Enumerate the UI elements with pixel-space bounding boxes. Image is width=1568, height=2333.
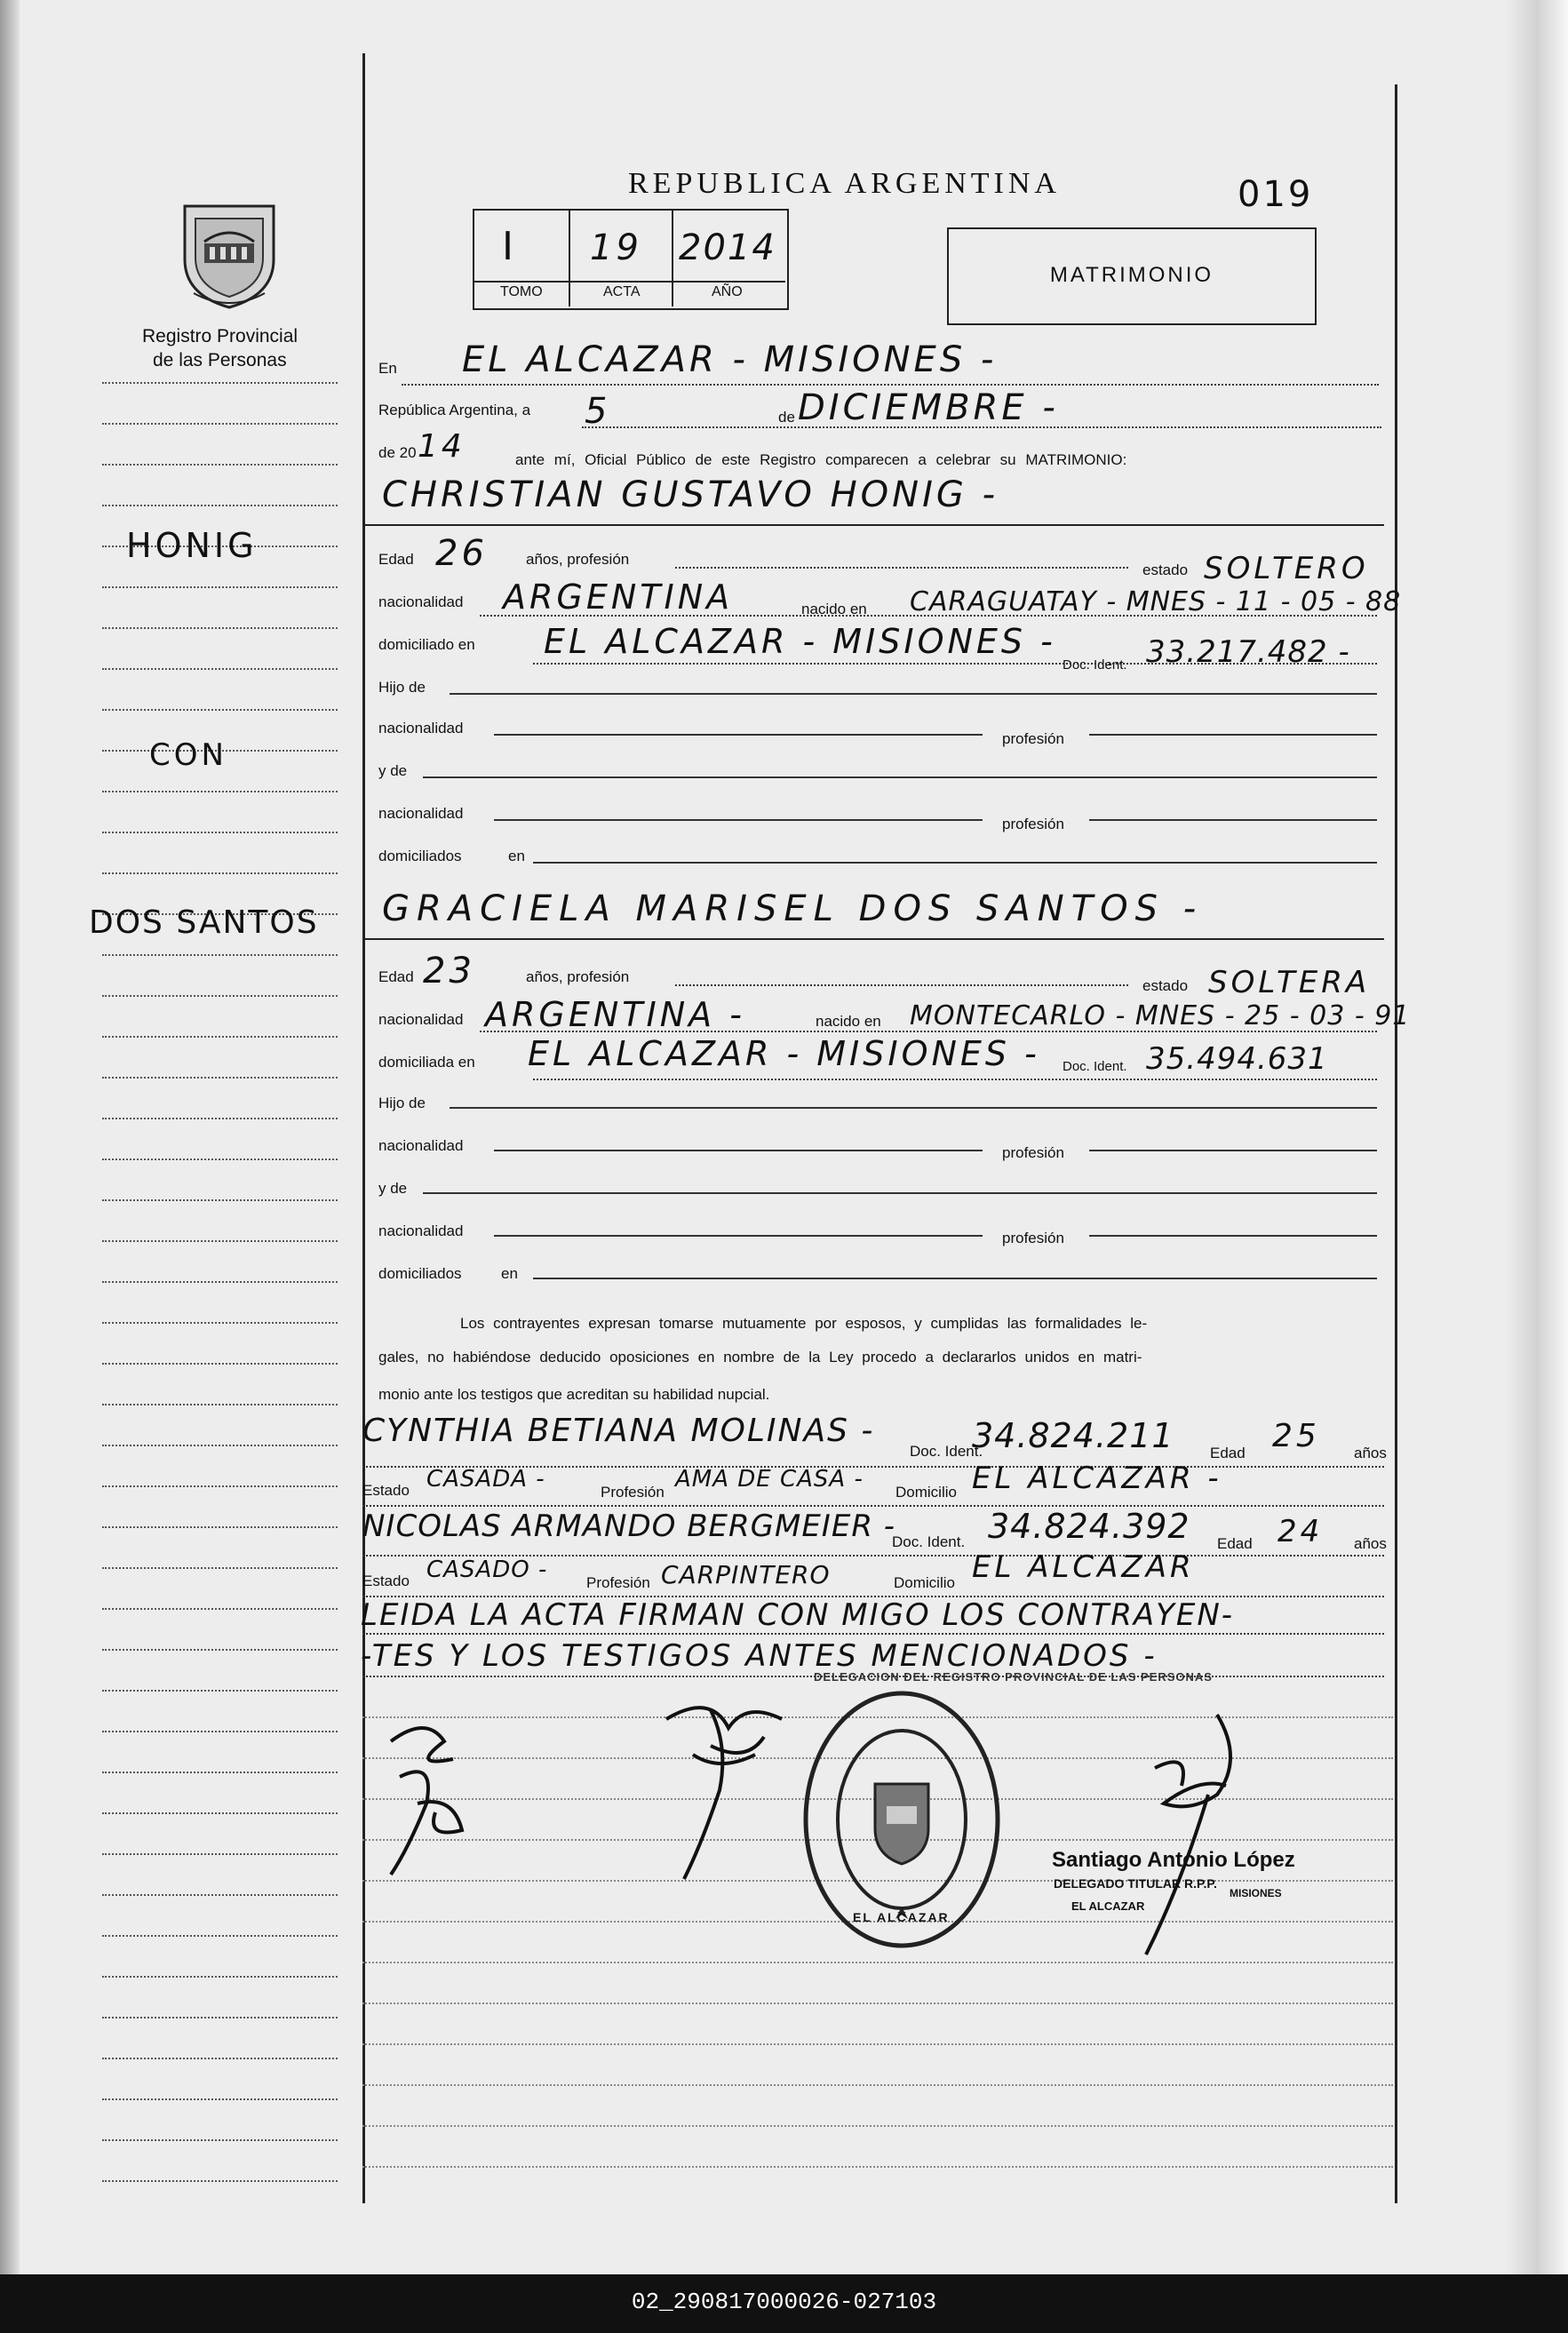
day-value: 5 bbox=[585, 391, 611, 432]
husband-nacionalidad-label: nacionalidad bbox=[378, 593, 464, 610]
husband-nacido-label: nacido en bbox=[801, 601, 867, 617]
witness1-domicilio: EL ALCAZAR - bbox=[972, 1461, 1222, 1496]
wife-edad-label: Edad bbox=[378, 968, 414, 985]
box-divider-1 bbox=[569, 211, 570, 307]
husband-profesion2-label: profesión bbox=[1002, 816, 1064, 832]
anio-value: 2014 bbox=[679, 227, 776, 268]
witness1-name: CYNTHIA BETIANA MOLINAS - bbox=[362, 1413, 875, 1449]
husband-yde-label: y de bbox=[378, 762, 408, 779]
closing-line1-rule bbox=[362, 1633, 1384, 1635]
declaration-line2: gales, no habiéndose deducido oposiciones en nombre de la Ley procedo a declararlos unidos en matri- bbox=[378, 1349, 1142, 1366]
husband-edad-label: Edad bbox=[378, 551, 414, 568]
wife-yde-line bbox=[423, 1192, 1377, 1194]
wife-nacionalidad-label: nacionalidad bbox=[378, 1011, 464, 1028]
witness1-line2 bbox=[362, 1505, 1384, 1507]
husband-birth: CARAGUATAY - MNES - 11 - 05 - 88 bbox=[910, 586, 1402, 617]
wife-nac2-label: nacionalidad bbox=[378, 1137, 464, 1154]
witness2-doc: 34.824.392 bbox=[988, 1507, 1190, 1546]
husband-en-label: en bbox=[508, 848, 525, 864]
wife-birth: MONTECARLO - MNES - 25 - 03 - 91 bbox=[910, 1000, 1411, 1031]
year-prefix-label: de 20 bbox=[378, 444, 417, 461]
witness2-estado: CASADO - bbox=[426, 1557, 548, 1583]
husband-nac3-line bbox=[494, 819, 983, 821]
husband-dom-line bbox=[533, 663, 1377, 665]
wife-nac-line bbox=[480, 1031, 1377, 1032]
official-title: DELEGADO TITULAR R.P.P. bbox=[1054, 1876, 1217, 1891]
wife-nacionalidad: ARGENTINA - bbox=[485, 995, 745, 1034]
husband-hijo-line bbox=[450, 693, 1377, 695]
husband-hijo-label: Hijo de bbox=[378, 679, 426, 696]
wife-prof2-line bbox=[1089, 1235, 1377, 1237]
anio-label: AÑO bbox=[712, 284, 743, 299]
margin-husband-surname: HONIG bbox=[126, 526, 258, 565]
wife-nac3-line bbox=[494, 1235, 983, 1237]
witness1-doc: 34.824.211 bbox=[972, 1416, 1174, 1455]
husband-domicilio-label: domiciliado en bbox=[378, 636, 475, 653]
husband-nac-line bbox=[480, 615, 1377, 617]
closing-line1: LEIDA LA ACTA FIRMAN CON MIGO LOS CONTRAYEN- bbox=[361, 1597, 1235, 1633]
country-title: REPUBLICA ARGENTINA bbox=[628, 167, 1061, 200]
husband-prof2-line bbox=[1089, 819, 1377, 821]
wife-profesion-label: profesión bbox=[1002, 1144, 1064, 1161]
wife-domicilio: EL ALCAZAR - MISIONES - bbox=[528, 1034, 1040, 1073]
wife-nac2-line bbox=[494, 1150, 983, 1151]
wife-dom-line bbox=[533, 1079, 1377, 1080]
witness2-anios-label: años bbox=[1354, 1535, 1387, 1552]
husband-estado-label: estado bbox=[1142, 561, 1189, 578]
place-value: EL ALCAZAR - MISIONES - bbox=[462, 339, 998, 380]
official-name: Santiago Antonio López bbox=[1052, 1848, 1295, 1872]
husband-profesion-label: profesión bbox=[1002, 730, 1064, 747]
declaration-line1: Los contrayentes expresan tomarse mutuamente por esposos, y cumplidas las formalidades le- bbox=[460, 1315, 1148, 1332]
witness2-profesion-label: Profesión bbox=[586, 1574, 650, 1591]
husband-anios-label: años, profesión bbox=[526, 551, 630, 568]
wife-doc-label: Doc. Ident. bbox=[1063, 1059, 1127, 1074]
witness2-estado-label: Estado bbox=[362, 1573, 410, 1589]
tomo-value: I bbox=[502, 224, 517, 269]
seal-ring-text: DELEGACION DEL REGISTRO PROVINCIAL DE LAS PERSONAS bbox=[814, 1670, 1213, 1684]
husband-nac3-label: nacionalidad bbox=[378, 805, 464, 822]
box-label-rule bbox=[474, 281, 785, 283]
acta-label: ACTA bbox=[603, 284, 641, 299]
month-value: DICIEMBRE - bbox=[798, 387, 1059, 428]
wife-domiciliados-line bbox=[533, 1278, 1377, 1279]
witness1-domicilio-label: Domicilio bbox=[895, 1484, 957, 1501]
republica-label: República Argentina, a bbox=[378, 402, 531, 418]
husband-doc-label: Doc. Ident. bbox=[1063, 657, 1127, 673]
seal-inner-text: EL ALCAZAR bbox=[853, 1910, 950, 1924]
wife-name-rule bbox=[362, 938, 1384, 940]
witness1-profesion: AMA DE CASA - bbox=[675, 1466, 864, 1493]
husband-prof-line bbox=[1089, 734, 1377, 736]
witness1-edad-label: Edad bbox=[1210, 1445, 1246, 1461]
husband-nac2-label: nacionalidad bbox=[378, 720, 464, 737]
signature-2 bbox=[657, 1692, 800, 1888]
witness1-doc-label: Doc. Ident. bbox=[910, 1443, 983, 1460]
closing-line2: -TES Y LOS TESTIGOS ANTES MENCIONADOS - bbox=[361, 1638, 1158, 1674]
husband-yde-line bbox=[423, 776, 1377, 778]
witness1-age: 25 bbox=[1272, 1418, 1320, 1454]
wife-estado: SOLTERA bbox=[1208, 965, 1371, 1000]
wife-profesion2-label: profesión bbox=[1002, 1230, 1064, 1246]
wife-nac3-label: nacionalidad bbox=[378, 1222, 464, 1239]
husband-age: 26 bbox=[435, 533, 488, 574]
registry-name-line2: de las Personas bbox=[153, 350, 287, 370]
wife-en-label: en bbox=[501, 1265, 518, 1282]
wife-hijo-line bbox=[450, 1107, 1377, 1109]
year-suffix-value: 14 bbox=[418, 428, 466, 465]
wife-domicilio-label: domiciliada en bbox=[378, 1054, 475, 1071]
witness1-anios-label: años bbox=[1354, 1445, 1387, 1461]
wife-prof-line bbox=[1089, 1150, 1377, 1151]
witness1-estado: CASADA - bbox=[426, 1466, 545, 1493]
witness2-domicilio: EL ALCAZAR bbox=[972, 1549, 1195, 1585]
acta-value: 19 bbox=[590, 227, 642, 268]
husband-name-rule bbox=[362, 524, 1384, 526]
official-place: EL ALCAZAR bbox=[1071, 1899, 1145, 1913]
wife-estado-label: estado bbox=[1142, 977, 1189, 994]
signature-1 bbox=[373, 1706, 489, 1883]
act-type-title: MATRIMONIO bbox=[1049, 263, 1214, 287]
witness2-name: NICOLAS ARMANDO BERGMEIER - bbox=[362, 1509, 896, 1544]
witness2-age: 24 bbox=[1277, 1514, 1324, 1549]
wife-domiciliados-label: domiciliados bbox=[378, 1265, 462, 1282]
husband-domicilio: EL ALCAZAR - MISIONES - bbox=[544, 622, 1056, 661]
box-divider-2 bbox=[672, 211, 673, 307]
husband-name: CHRISTIAN GUSTAVO HONIG - bbox=[382, 474, 999, 515]
page-number: 019 bbox=[1238, 174, 1314, 215]
wife-name: GRACIELA MARISEL DOS SANTOS - bbox=[382, 888, 1204, 929]
en-label: En bbox=[378, 360, 397, 377]
right-border-line bbox=[1395, 84, 1397, 2203]
margin-wife-surname: DOS SANTOS bbox=[89, 904, 319, 941]
husband-nacionalidad: ARGENTINA bbox=[503, 577, 734, 617]
witness2-doc-label: Doc. Ident. bbox=[892, 1533, 966, 1550]
husband-nac2-line bbox=[494, 734, 983, 736]
wife-profesion-line bbox=[675, 984, 1128, 986]
wife-age: 23 bbox=[423, 951, 475, 991]
witness1-profesion-label: Profesión bbox=[601, 1484, 665, 1501]
de-label: de bbox=[778, 409, 795, 426]
wife-nacido-label: nacido en bbox=[816, 1013, 881, 1030]
husband-profesion-line bbox=[675, 567, 1128, 569]
official-province: MISIONES bbox=[1230, 1887, 1282, 1899]
wife-yde-label: y de bbox=[378, 1180, 408, 1197]
declaration-line3: monio ante los testigos que acreditan su habilidad nupcial. bbox=[378, 1386, 770, 1403]
husband-estado: SOLTERO bbox=[1204, 551, 1369, 586]
province-crest-icon bbox=[178, 197, 281, 311]
husband-domiciliados-label: domiciliados bbox=[378, 848, 462, 864]
witness2-profesion: CARPINTERO bbox=[661, 1560, 831, 1589]
before-text: ante mí, Oficial Público de este Registro comparecen a celebrar su MATRIMONIO: bbox=[515, 451, 1127, 468]
footer-bar bbox=[0, 2274, 1568, 2333]
wife-anios-label: años, profesión bbox=[526, 968, 630, 985]
wife-hijo-label: Hijo de bbox=[378, 1095, 426, 1111]
document-id: 02_290817000026-027103 bbox=[631, 2289, 937, 2315]
husband-domiciliados-line bbox=[533, 862, 1377, 864]
tomo-label: TOMO bbox=[500, 284, 543, 299]
witness2-edad-label: Edad bbox=[1217, 1535, 1253, 1552]
wife-doc: 35.494.631 bbox=[1146, 1041, 1328, 1077]
registry-name-line1: Registro Provincial bbox=[142, 326, 298, 346]
witness1-estado-label: Estado bbox=[362, 1482, 410, 1499]
signature-3 bbox=[1128, 1706, 1270, 1963]
place-line bbox=[402, 384, 1379, 386]
witness2-domicilio-label: Domicilio bbox=[894, 1574, 955, 1591]
husband-doc: 33.217.482 - bbox=[1146, 634, 1350, 670]
margin-con: CON bbox=[149, 737, 227, 773]
